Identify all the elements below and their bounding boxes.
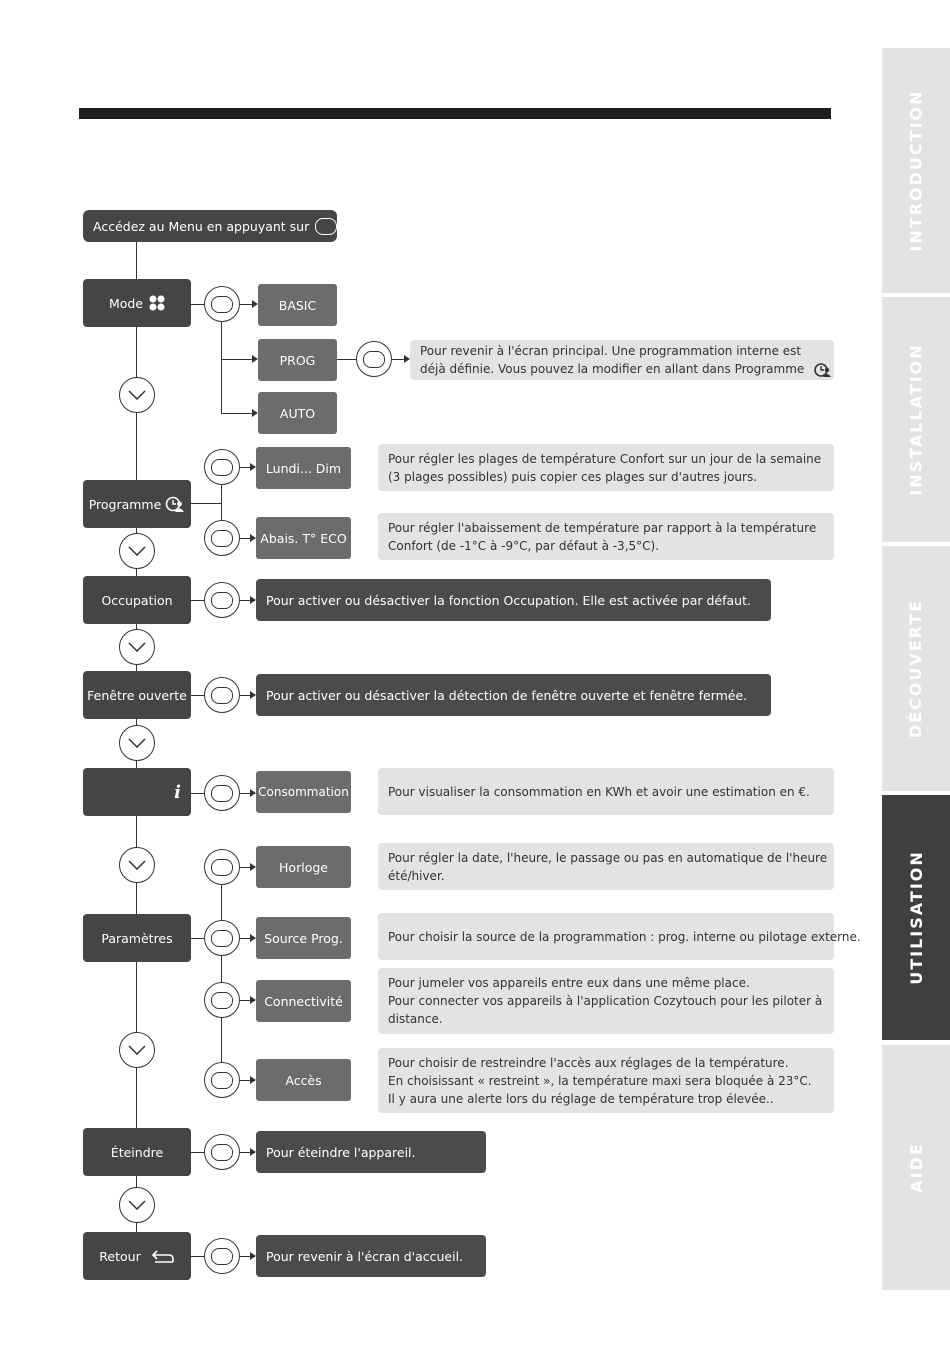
mode-option-auto[interactable]: AUTO: [258, 392, 337, 434]
parametres-item-acces[interactable]: Accès: [256, 1059, 351, 1101]
select-button[interactable]: [356, 341, 392, 377]
chevron-down-icon[interactable]: [119, 725, 155, 761]
connector: [392, 359, 404, 360]
desc-line: distance.: [388, 1012, 443, 1026]
connector: [221, 485, 222, 521]
select-button[interactable]: [204, 982, 240, 1018]
prog-desc-line: déjà définie. Vous pouvez la modifier en allant dans Programme: [420, 362, 805, 376]
source-description: [378, 913, 861, 960]
programme-item-eco[interactable]: Abais. T° ECO: [256, 517, 351, 559]
mode-option-prog[interactable]: PROG: [258, 339, 337, 381]
mode-label: Mode: [108, 295, 144, 311]
header-bar: [79, 108, 831, 119]
retour-label: Retour: [99, 1248, 141, 1264]
connector: [191, 793, 205, 794]
connector: [240, 467, 250, 468]
desc-line: Pour jumeler vos appareils entre eux dans une même place.: [388, 976, 750, 990]
connector: [240, 538, 250, 539]
lundi-description: [378, 444, 834, 491]
connector: [240, 304, 252, 305]
connector: [221, 359, 252, 360]
chevron-down-icon[interactable]: [119, 1032, 155, 1068]
desc-line: été/hiver.: [388, 868, 445, 883]
fenetre-box[interactable]: Fenêtre ouverte: [83, 671, 191, 719]
tab-utilisation[interactable]: [882, 795, 950, 1040]
eteindre-box[interactable]: Éteindre: [83, 1128, 191, 1176]
acces-description: [378, 1048, 834, 1113]
desc-line: En choisissant « restreint », la température maxi sera bloquée à 23°C.: [388, 1073, 812, 1088]
connector: [221, 322, 222, 414]
desc-line: Pour visualiser la consommation en KWh et avoir une estimation en €.: [388, 784, 810, 799]
tab-label: INSTALLATION: [906, 343, 926, 496]
connector: [221, 884, 222, 1062]
desc-line: Pour choisir de restreindre l'accès aux réglages de la température.: [388, 1055, 789, 1070]
info-icon: i: [174, 781, 181, 803]
horloge-description: [378, 843, 834, 890]
mode-icon: [149, 295, 165, 311]
tab-label: INTRODUCTION: [906, 89, 926, 252]
desc-line: Pour régler l'abaissement de température par rapport à la température: [388, 520, 817, 535]
programme-label: Programme: [88, 496, 162, 512]
occupation-description: Pour activer ou désactiver la fonction Occupation. Elle est activée par défaut.: [256, 579, 771, 621]
programme-icon: [165, 496, 185, 512]
select-button[interactable]: [204, 1134, 240, 1170]
select-button[interactable]: [204, 677, 240, 713]
desc-line: Il y aura une alerte lors du réglage de température trop élevée..: [388, 1091, 774, 1106]
chevron-down-icon[interactable]: [119, 377, 155, 413]
select-button[interactable]: [204, 286, 240, 322]
info-box[interactable]: [83, 768, 191, 816]
connector: [240, 695, 250, 696]
connector: [191, 1256, 205, 1257]
connector: [337, 359, 356, 360]
programme-box[interactable]: [83, 480, 191, 528]
select-button[interactable]: [204, 520, 240, 556]
tab-label: UTILISATION: [906, 850, 926, 985]
desc-line: Pour régler les plages de température Confort sur un jour de la semaine: [388, 451, 822, 466]
parametres-box[interactable]: Paramètres: [83, 914, 191, 962]
select-button[interactable]: [204, 1062, 240, 1098]
parametres-item-connectivite[interactable]: Connectivité: [256, 980, 351, 1022]
parametres-item-horloge[interactable]: Horloge: [256, 846, 351, 888]
connector: [191, 600, 205, 601]
connector: [191, 304, 205, 305]
tab-introduction[interactable]: [882, 48, 950, 293]
tab-aide[interactable]: [882, 1045, 950, 1290]
connector: [240, 1000, 250, 1001]
connector: [240, 600, 250, 601]
consommation-description: [378, 768, 834, 815]
connector: [191, 695, 205, 696]
eteindre-description: Pour éteindre l'appareil.: [256, 1131, 486, 1173]
connectivite-description: [378, 968, 834, 1034]
select-button[interactable]: [204, 920, 240, 956]
select-button[interactable]: [204, 582, 240, 618]
connector: [240, 1080, 250, 1081]
occupation-box[interactable]: Occupation: [83, 576, 191, 624]
chevron-down-icon[interactable]: [119, 1187, 155, 1223]
connector: [191, 1152, 205, 1153]
select-button[interactable]: [204, 849, 240, 885]
desc-line: (3 plages possibles) puis copier ces plages sur d'autres jours.: [388, 469, 758, 484]
select-button[interactable]: [204, 1238, 240, 1274]
parametres-item-source[interactable]: Source Prog.: [256, 917, 351, 959]
tab-label: DÉCOUVERTE: [906, 598, 926, 739]
programme-item-lundi[interactable]: Lundi... Dim: [256, 447, 351, 489]
connector: [191, 503, 221, 504]
menu-intro-text: Accédez au Menu en appuyant sur: [93, 218, 310, 234]
prog-description: [410, 340, 834, 380]
chevron-down-icon[interactable]: [119, 533, 155, 569]
desc-line: Confort (de -1°C à -9°C, par défaut à -3,5°C).: [388, 538, 660, 553]
connector: [191, 938, 205, 939]
retour-box[interactable]: [83, 1232, 191, 1280]
connector: [240, 793, 250, 794]
programme-icon: [814, 363, 832, 377]
tab-label: AIDE: [906, 1142, 926, 1193]
desc-line: Pour choisir la source de la programmation : prog. interne ou pilotage externe.: [388, 929, 861, 944]
mode-option-basic[interactable]: BASIC: [258, 284, 337, 326]
desc-line: Pour régler la date, l'heure, le passage ou pas en automatique de l'heure: [388, 850, 828, 865]
tab-decouverte[interactable]: [882, 546, 950, 791]
desc-line: Pour connecter vos appareils à l'application Cozytouch pour les piloter à: [388, 994, 823, 1008]
eco-description: [378, 513, 834, 560]
tab-installation[interactable]: [882, 297, 950, 542]
chevron-down-icon[interactable]: [119, 629, 155, 665]
menu-button-icon: [315, 218, 337, 235]
connector: [240, 867, 250, 868]
connector: [240, 1256, 250, 1257]
connector: [240, 1152, 250, 1153]
retour-description: Pour revenir à l'écran d'accueil.: [256, 1235, 486, 1277]
select-button[interactable]: [204, 775, 240, 811]
return-arrow-icon: [151, 1249, 175, 1263]
fenetre-description: Pour activer ou désactiver la détection de fenêtre ouverte et fenêtre fermée.: [256, 674, 771, 716]
prog-desc-line: Pour revenir à l'écran principal. Une programmation interne est: [420, 344, 802, 358]
chevron-down-icon[interactable]: [119, 847, 155, 883]
select-button[interactable]: [204, 449, 240, 485]
consommation-item[interactable]: Consommation: [256, 771, 351, 813]
connector: [240, 938, 250, 939]
connector: [221, 413, 252, 414]
mode-box[interactable]: [83, 279, 191, 327]
menu-intro-box: [83, 210, 337, 242]
